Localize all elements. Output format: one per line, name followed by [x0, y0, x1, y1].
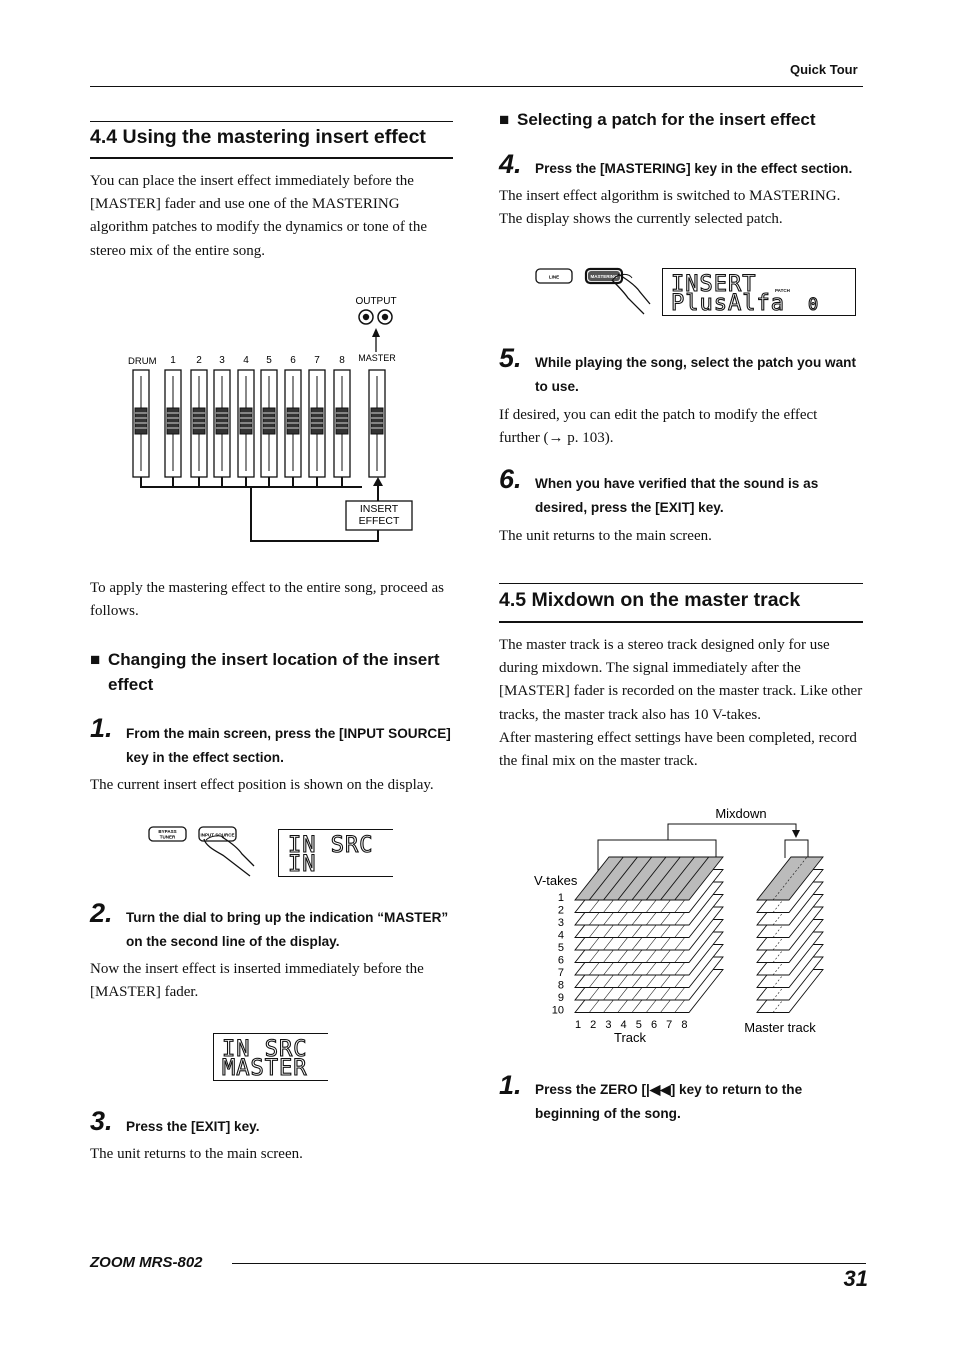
vtake-number: 6 — [557, 954, 564, 967]
master-fader — [369, 370, 385, 477]
step-number: 4. — [499, 149, 522, 179]
fader-strips — [133, 370, 385, 477]
section-rule-bottom — [90, 157, 453, 159]
drum-label: DRUM — [128, 356, 157, 367]
output-label: OUTPUT — [355, 296, 397, 307]
input-source-key-illustration — [146, 822, 266, 882]
step-number: 6. — [499, 464, 522, 494]
lcd-line-2: MASTER — [222, 1056, 308, 1081]
step-number: 3. — [90, 1106, 113, 1136]
section-rule-top — [499, 583, 863, 584]
step-instruction: From the main screen, press the [INPUT SOURCE] key in the effect section. — [126, 726, 451, 765]
header-rule — [90, 86, 863, 87]
insert-label-1: INSERT — [359, 503, 399, 515]
step-description: Now the insert effect is inserted immediately before the [MASTER] fader. — [90, 961, 424, 1001]
vtake-number: 5 — [557, 942, 564, 954]
section-title-4-4: 4.4 Using the mastering insert effect — [90, 126, 426, 148]
lcd-patch-tag: PATCH — [775, 288, 790, 293]
mixdown-paragraph-2: After mastering effect settings have been completed, record the final mix on the master track. — [499, 730, 857, 770]
master-label: MASTER — [358, 353, 396, 363]
finger-icon — [204, 837, 254, 876]
mixdown-label: Mixdown — [715, 806, 767, 821]
svg-text:LINE: LINE — [548, 274, 560, 280]
channel-fader — [165, 370, 181, 477]
subsection-title-selecting: Selecting a patch for the insert effect — [517, 110, 816, 129]
svg-text:8: 8 — [339, 355, 345, 366]
svg-text:5: 5 — [266, 355, 272, 366]
section-rule-bottom — [499, 621, 863, 623]
svg-text:3: 3 — [219, 355, 225, 366]
signal-lines — [141, 477, 378, 541]
footer-rule — [232, 1263, 866, 1264]
vtake-number: 3 — [557, 917, 564, 929]
step-instruction: While playing the song, select the patch you want to use. — [535, 355, 857, 394]
running-header: Quick Tour — [790, 62, 858, 77]
output-jacks — [359, 310, 392, 324]
master-vtake-stack — [757, 857, 823, 1013]
svg-text:6: 6 — [290, 355, 296, 366]
svg-text:2: 2 — [196, 355, 202, 366]
channel-fader — [133, 370, 149, 477]
track-number: 5 — [635, 1019, 642, 1031]
track-label: Track — [613, 1030, 647, 1045]
track-number: 2 — [590, 1019, 597, 1031]
step-instruction: Press the [EXIT] key. — [126, 1119, 260, 1134]
channel-fader — [191, 370, 207, 477]
step-instruction: Press the [MASTERING] key in the effect section. — [535, 161, 853, 176]
channel-fader — [285, 370, 301, 477]
channel-fader — [309, 370, 325, 477]
channel-fader — [261, 370, 277, 477]
lcd-patch-number: 0 — [808, 295, 820, 315]
track-number: 4 — [620, 1019, 627, 1031]
lcd-display-3 — [662, 268, 856, 316]
track-vtake-stack — [575, 857, 723, 1013]
page-number: 31 — [843, 1266, 868, 1291]
svg-text:4: 4 — [243, 355, 249, 366]
step-number: 1. — [499, 1070, 522, 1100]
subsection-title-changing: Changing the insert location of the insert effect — [108, 650, 440, 694]
mixdown-diagram — [525, 800, 845, 1050]
master-track-label: Master track — [744, 1020, 816, 1035]
section-title-4-5: 4.5 Mixdown on the master track — [499, 589, 801, 611]
step-description: The insert effect algorithm is switched to MASTERING. The display shows the currently selected patch. — [499, 188, 841, 228]
step-description: The unit returns to the main screen. — [90, 1146, 303, 1162]
footer-product: ZOOM MRS-802 — [90, 1254, 203, 1271]
vtake-number: 9 — [557, 992, 564, 1004]
track-number: 8 — [681, 1019, 688, 1031]
intro-paragraph: You can place the insert effect immediately before the [MASTER] fader and use one of the MASTERING algorithm patches to modify the dynamics or tone of the stereo mix of the entire song. — [90, 173, 428, 259]
track-number-labels — [170, 355, 345, 366]
insert-effect-diagram — [120, 290, 420, 546]
track-number: 7 — [666, 1019, 673, 1031]
insert-label-2: EFFECT — [358, 515, 400, 527]
section-rule-top — [90, 121, 453, 122]
lcd-line-1: INSERT — [671, 272, 757, 297]
svg-text:BYPASS: BYPASS — [158, 829, 177, 834]
track-number: 1 — [574, 1019, 582, 1031]
channel-fader — [238, 370, 254, 477]
svg-text:TUNER: TUNER — [159, 834, 176, 840]
track-number: 6 — [650, 1019, 658, 1031]
step-instruction: Turn the dial to bring up the indication “MASTER” on the second line of the display. — [126, 910, 449, 949]
svg-text:MASTERING: MASTERING — [590, 274, 618, 279]
lcd-line-2: IN — [288, 852, 317, 877]
channel-fader — [214, 370, 230, 477]
vtake-number: 1 — [557, 892, 564, 904]
vtake-number: 4 — [557, 929, 564, 942]
vtake-number: 7 — [557, 967, 564, 979]
step-number: 1. — [90, 713, 113, 743]
channel-fader — [334, 370, 350, 477]
svg-text:7: 7 — [314, 355, 320, 366]
step-description: If desired, you can edit the patch to modify the effect further (→ p. 103). — [499, 407, 818, 447]
step-instruction: Press the ZERO [|◀◀] key to return to the beginning of the song. — [535, 1082, 803, 1121]
vtake-number: 8 — [557, 979, 564, 992]
svg-text:1: 1 — [170, 355, 176, 366]
step-number: 5. — [499, 343, 522, 373]
step-number: 2. — [90, 898, 113, 928]
apply-paragraph: To apply the mastering effect to the entire song, proceed as follows. — [90, 580, 444, 620]
step-description: The unit returns to the main screen. — [499, 528, 712, 544]
lcd-display-2 — [213, 1033, 328, 1081]
lcd-line-1: IN SRC — [288, 833, 374, 858]
vtakes-label: V-takes — [534, 873, 578, 888]
track-number: 3 — [605, 1019, 612, 1031]
vtake-number: 10 — [551, 1004, 564, 1017]
square-bullet: ■ — [499, 110, 510, 129]
svg-text:INPUT SOURCE: INPUT SOURCE — [200, 832, 235, 838]
lcd-display-1 — [278, 829, 393, 877]
vtake-number-labels — [552, 892, 564, 1017]
lcd-line-1: IN SRC — [222, 1037, 308, 1062]
mixdown-paragraph-1: The master track is a stereo track designed only for use during mixdown. The signal immediately after the [MASTER] fader is recorded on the master track. Like other tracks, the master track also has 10 V-takes. — [499, 637, 863, 723]
vtake-number: 2 — [557, 904, 564, 917]
square-bullet: ■ — [90, 650, 101, 669]
step-instruction: When you have verified that the sound is as desired, press the [EXIT] key. — [535, 476, 819, 515]
lcd-line-2: PlusAlfa — [671, 291, 785, 316]
step-description: The current insert effect position is shown on the display. — [90, 777, 434, 793]
mastering-key-illustration — [532, 262, 657, 322]
